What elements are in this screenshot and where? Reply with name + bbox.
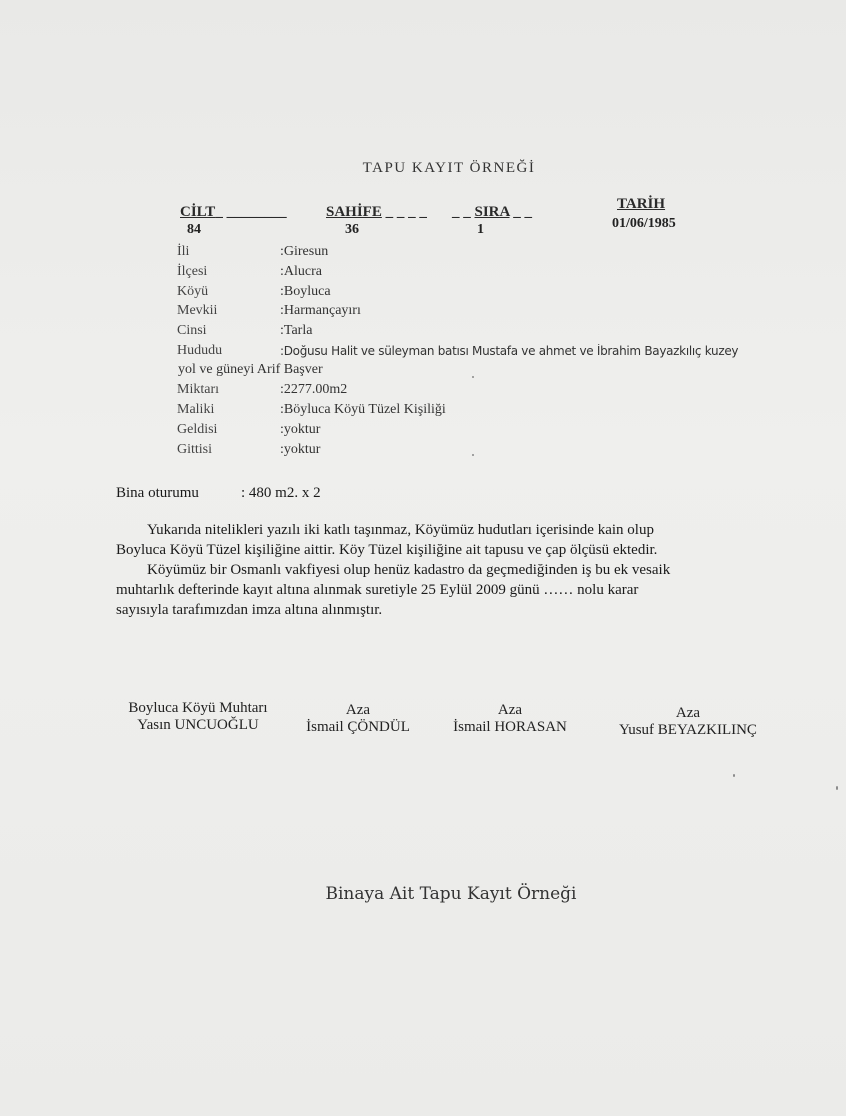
signature-name: İsmail ÇÖNDÜL — [306, 719, 410, 735]
field-label-geldisi: Geldisi — [177, 422, 218, 437]
field-label-mevkii: Mevkii — [177, 303, 218, 318]
scan-speck — [733, 774, 735, 777]
signature-role: Aza — [675, 705, 701, 721]
bina-oturumu-value: : 480 m2. x 2 — [241, 485, 321, 501]
bina-oturumu-label: Bina oturumu — [116, 485, 199, 501]
signature-muhtar — [106, 700, 290, 734]
paragraph-line-5: sayısıyla tarafımızdan imza altına alınmıştır. — [116, 602, 383, 618]
scan-speck — [836, 786, 838, 790]
paragraph-line-1: Yukarıda nitelikleri yazılı iki katlı taşınmaz, Köyümüz hudutları içerisinde kain olup — [147, 522, 654, 538]
field-value-gittisi: :yoktur — [280, 442, 321, 457]
cilt-label: CİLT_ ________ — [180, 204, 287, 220]
field-label-ilcesi: İlçesi — [177, 264, 208, 279]
tarih-value: 01/06/1985 — [612, 216, 676, 231]
sahife-value: 36 — [345, 222, 359, 237]
field-value-ilcesi: :Alucra — [280, 264, 322, 279]
field-label-koyu: Köyü — [177, 284, 209, 299]
document-title: TAPU KAYIT ÖRNEĞİ — [362, 160, 536, 176]
field-label-gittisi: Gittisi — [177, 442, 213, 457]
field-value-ili: :Giresun — [280, 244, 329, 259]
field-value-miktari: :2277.00m2 — [280, 382, 348, 397]
signature-aza-2 — [436, 702, 584, 736]
signature-aza-1 — [288, 702, 428, 736]
field-label-hududu: Hududu — [177, 343, 223, 358]
field-value-hududu: :Doğusu Halit ve süleyman batısı Mustafa ve ahmet ve İbrahim Bayazkılıç kuzey — [280, 344, 739, 358]
signature-role: Aza — [345, 702, 371, 718]
paragraph-line-2: Boyluca Köyü Tüzel kişiliğine aittir. Köy Tüzel kişiliğine ait tapusu ve çap ölçüsü ektedir. — [116, 542, 658, 558]
cilt-value: 84 — [187, 222, 201, 237]
field-label-cinsi: Cinsi — [177, 323, 207, 338]
tarih-label: TARİH — [617, 196, 666, 212]
signature-role: Boyluca Köyü Muhtarı — [128, 700, 268, 716]
scan-speck — [472, 376, 474, 378]
field-value-cinsi: :Tarla — [280, 323, 313, 338]
field-value-mevkii: :Harmançayırı — [280, 303, 361, 318]
signature-name: Yasın UNCUOĞLU — [137, 717, 259, 733]
sahife-label: SAHİFE _ _ _ _ — [326, 204, 427, 220]
sira-value: 1 — [477, 222, 484, 237]
sira-label: _ _ SIRA _ _ — [452, 204, 533, 220]
field-label-miktari: Miktarı — [177, 382, 219, 397]
scan-speck — [472, 454, 474, 456]
field-value-geldisi: :yoktur — [280, 422, 321, 437]
signature-aza-3 — [598, 705, 778, 739]
paragraph-line-4: muhtarlık defterinde kayıt altına alınmak suretiyle 25 Eylül 2009 günü …… nolu karar — [116, 582, 639, 598]
signature-role: Aza — [497, 702, 523, 718]
paragraph-line-3: Köyümüz bir Osmanlı vakfiyesi olup henüz kadastro da geçmediğinden iş bu ek vesaik — [147, 562, 671, 578]
document-caption: Binaya Ait Tapu Kayıt Örneği — [325, 884, 577, 904]
signature-name: Yusuf BEYAZKILINÇ — [619, 722, 757, 738]
field-value-hududu-cont: yol ve güneyi Arif Başver — [178, 362, 323, 377]
field-value-maliki: :Böyluca Köyü Tüzel Kişiliği — [280, 402, 446, 417]
field-label-maliki: Maliki — [177, 402, 215, 417]
field-label-ili: İli — [177, 244, 190, 259]
signature-name: İsmail HORASAN — [453, 719, 567, 735]
field-value-koyu: :Boyluca — [280, 284, 331, 299]
